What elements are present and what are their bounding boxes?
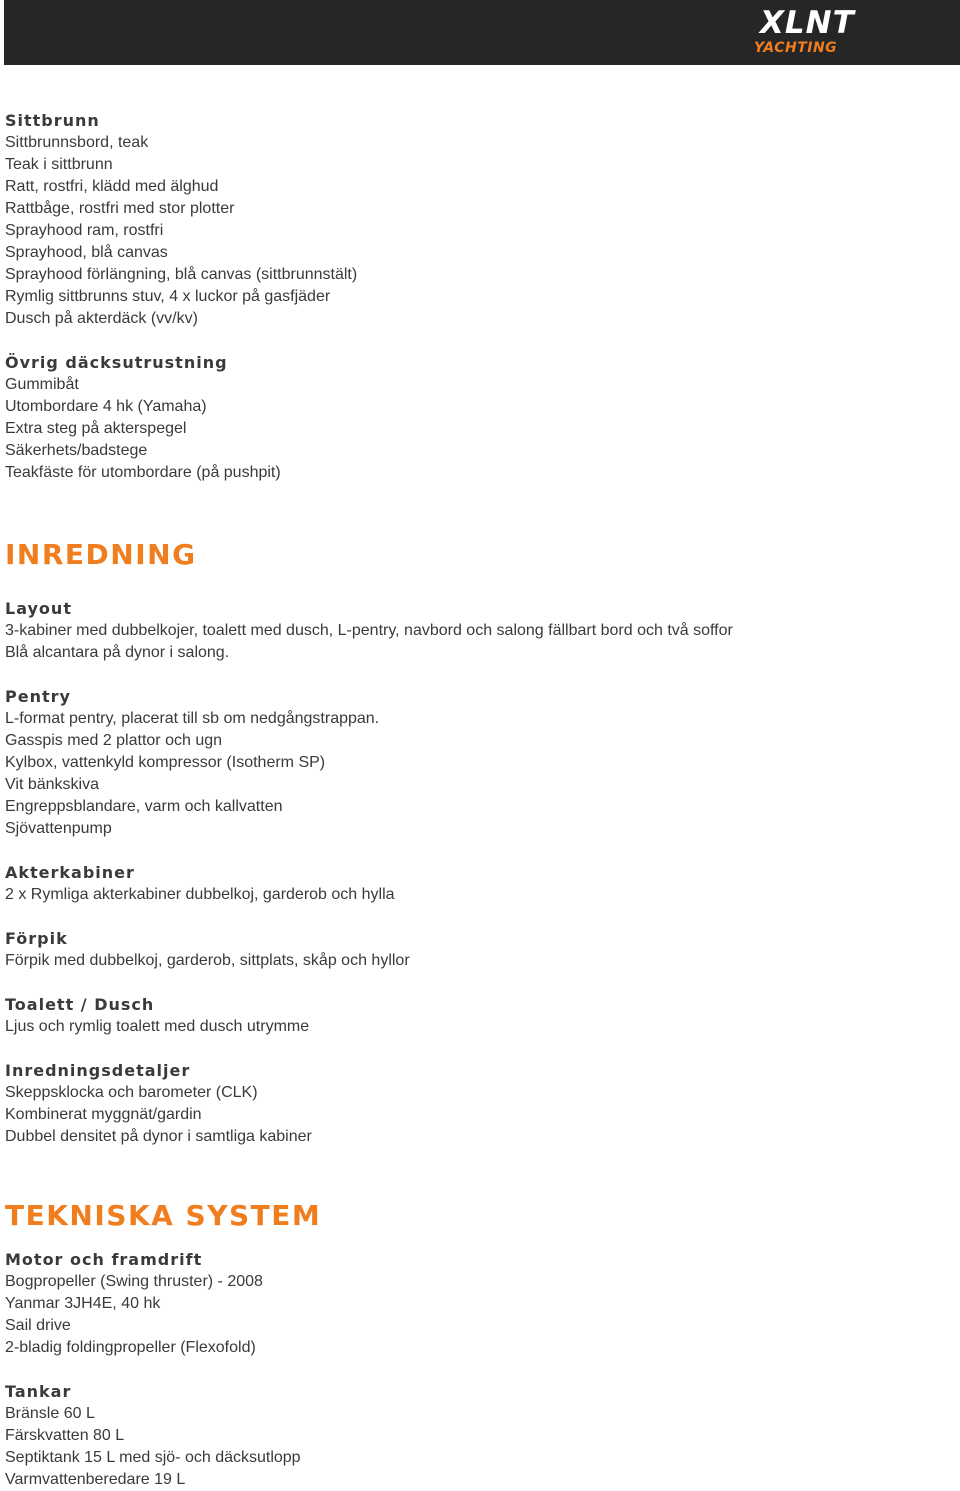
list-item: Yanmar 3JH4E, 40 hk [5, 1295, 161, 1312]
list-item: Gasspis med 2 plattor och ugn [5, 732, 223, 749]
list-item: 3-kabiner med dubbelkojer, toalett med dusch, L-pentry, navbord och salong fällbart bord och två soffor [5, 622, 733, 639]
section-motor [5, 1249, 945, 1359]
list-item: Gummibåt [5, 376, 79, 393]
list-item: Ljus och rymlig toalett med dusch utrymme [5, 1018, 310, 1035]
list-item: Vit bänkskiva [5, 776, 99, 793]
list-item: Extra steg på akterspegel [5, 420, 187, 437]
list-item: Teakfäste för utombordare (på pushpit) [5, 464, 281, 481]
section-deck [5, 352, 945, 484]
list-item: Bränsle 60 L [5, 1405, 95, 1422]
list-item: Sail drive [5, 1317, 71, 1334]
section-sittbrunn [5, 110, 945, 330]
section-toalett [5, 994, 945, 1038]
section-title-inredningsdetaljer: Inredningsdetaljer [5, 1061, 191, 1080]
heading-inredning: INREDNING [5, 538, 197, 571]
logo-main-text: XLNT [760, 5, 855, 41]
list-item: Sprayhood ram, rostfri [5, 222, 164, 239]
logo-sub-text: YACHTING [754, 40, 838, 56]
list-item: Ratt, rostfri, klädd med älghud [5, 178, 219, 195]
section-title-pentry: Pentry [5, 687, 71, 706]
list-item: Bogpropeller (Swing thruster) - 2008 [5, 1273, 263, 1290]
list-item: Kylbox, vattenkyld kompressor (Isotherm SP) [5, 754, 326, 771]
section-title-layout: Layout [5, 599, 72, 618]
list-item: 2 x Rymliga akterkabiner dubbelkoj, garderob och hylla [5, 886, 395, 903]
list-item: L-format pentry, placerat till sb om nedgångstrappan. [5, 710, 380, 727]
list-item: Utombordare 4 hk (Yamaha) [5, 398, 207, 415]
list-item: Septiktank 15 L med sjö- och däcksutlopp [5, 1449, 301, 1466]
list-item: Engreppsblandare, varm och kallvatten [5, 798, 283, 815]
list-item: Dusch på akterdäck (vv/kv) [5, 310, 198, 327]
xlnt-yachting-logo [754, 5, 904, 58]
list-item: Blå alcantara på dynor i salong. [5, 644, 230, 661]
list-item: Säkerhets/badstege [5, 442, 148, 459]
list-item: 2-bladig foldingpropeller (Flexofold) [5, 1339, 256, 1356]
list-item: Kombinerat myggnät/gardin [5, 1106, 202, 1123]
section-title-motor: Motor och framdrift [5, 1250, 203, 1269]
list-item: Teak i sittbrunn [5, 156, 113, 173]
list-item: Rymlig sittbrunns stuv, 4 x luckor på gasfjäder [5, 288, 331, 305]
list-item: Rattbåge, rostfri med stor plotter [5, 200, 235, 217]
list-item: Skeppsklocka och barometer (CLK) [5, 1084, 258, 1101]
section-title-akterkabiner: Akterkabiner [5, 863, 135, 882]
list-item: Sprayhood förlängning, blå canvas (sittbrunnstält) [5, 266, 358, 283]
list-item: Dubbel densitet på dynor i samtliga kabiner [5, 1128, 312, 1145]
section-pentry [5, 686, 945, 840]
header-bar [4, 0, 960, 65]
section-title-forpik: Förpik [5, 929, 68, 948]
section-layout [5, 598, 945, 664]
section-title-toalett: Toalett / Dusch [5, 995, 155, 1014]
section-title-sittbrunn: Sittbrunn [5, 111, 100, 130]
section-inredningsdetaljer [5, 1060, 945, 1148]
section-tankar [5, 1381, 945, 1491]
spec-content [5, 110, 945, 1491]
section-title-deck: Övrig däcksutrustning [5, 353, 228, 372]
list-item: Färskvatten 80 L [5, 1427, 125, 1444]
list-item: Varmvattenberedare 19 L [5, 1471, 186, 1488]
section-forpik [5, 928, 945, 972]
list-item: Förpik med dubbelkoj, garderob, sittplats, skåp och hyllor [5, 952, 410, 969]
list-item: Sjövattenpump [5, 820, 112, 837]
list-item: Sprayhood, blå canvas [5, 244, 168, 261]
section-akterkabiner [5, 862, 945, 906]
heading-tekniska-system: TEKNISKA SYSTEM [5, 1199, 322, 1232]
section-title-tankar: Tankar [5, 1382, 72, 1401]
list-item: Sittbrunnsbord, teak [5, 134, 149, 151]
